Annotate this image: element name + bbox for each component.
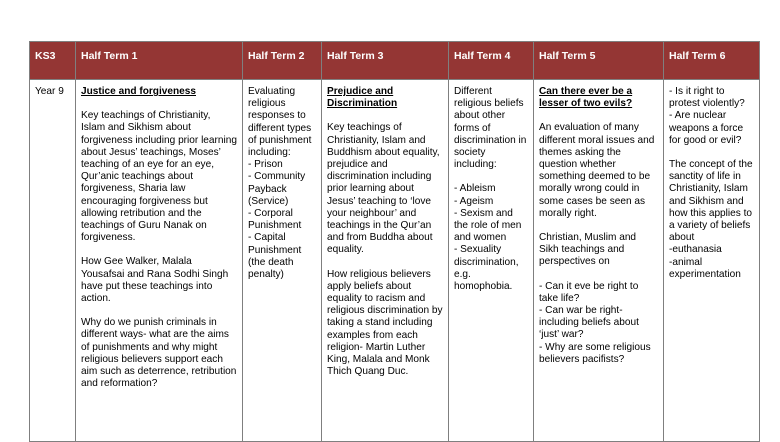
- header-half-term-2: Half Term 2: [243, 42, 322, 80]
- year-label: Year 9: [30, 80, 76, 442]
- ht5-item: - Can war be right- including beliefs about ‘just’ war?: [539, 305, 639, 341]
- ht6-paragraph: The concept of the sanctity of life in Christianity, Islam and Sikhism and how this applies to a variety of beliefs about: [669, 159, 753, 244]
- ht2-item: - Community Payback (Service): [248, 171, 306, 207]
- header-row: [30, 42, 760, 80]
- ht4-item: - Sexism and the role of men and women: [454, 207, 522, 244]
- ht4-cell: [449, 80, 534, 442]
- ht4-item: - Sexuality discrimination, e.g. homophobia.: [454, 244, 519, 293]
- ht1-cell: [76, 80, 243, 442]
- ht2-item: - Corporal Punishment: [248, 208, 302, 232]
- ht3-title: Prejudice and Discrimination: [327, 86, 398, 110]
- year-9-row: [30, 80, 760, 442]
- ht1-paragraph-2: How Gee Walker, Malala Yousafsai and Rana Sodhi Singh have put these teachings into action.: [81, 256, 229, 305]
- ht5-item: - Why are some religious believers pacifists?: [539, 341, 651, 365]
- ht3-cell: [322, 80, 449, 442]
- ht5-cell: [534, 80, 664, 442]
- header-half-term-3: Half Term 3: [322, 42, 449, 80]
- curriculum-table: [29, 41, 760, 442]
- ht5-title: Can there ever be a lesser of two evils?: [539, 86, 633, 110]
- ht4-intro: Different religious beliefs about other forms of discrimination in society including:: [454, 86, 527, 171]
- ht5-item: - Can it eve be right to take life?: [539, 280, 639, 304]
- header-half-term-6: Half Term 6: [664, 42, 760, 80]
- ht6-tail: -euthanasia: [669, 244, 722, 256]
- header-ks3: KS3: [30, 42, 76, 80]
- ht6-item: - Is it right to protest violently?: [669, 86, 745, 110]
- ht1-paragraph-1: Key teachings of Christianity, Islam and Sikhism about forgiveness including prior learning about Jesus’ teachings, Moses’ teaching of an eye for an eye, Qur’anic teachings about forgiveness, Sharia law encouraging forgiveness but allowing retribution and the teachings of Guru Nanak on forgiveness.: [81, 110, 237, 244]
- ht4-item: - Ageism: [454, 195, 494, 207]
- ht5-paragraph-2: Christian, Muslim and Sikh teachings and perspectives on: [539, 232, 637, 268]
- ht2-item: - Capital Punishment (the death penalty): [248, 232, 302, 281]
- ht1-title: Justice and forgiveness: [81, 86, 196, 97]
- ht3-paragraph-2: How religious believers apply beliefs about equality to racism and religious discrimination by taking a stand including examples from each religion- Martin Luther King, Malala and Monk Thich Quang Duc.: [327, 268, 443, 378]
- ht6-item: - Are nuclear weapons a force for good or evil?: [669, 110, 744, 146]
- ht1-paragraph-3: Why do we punish criminals in different ways- what are the aims of punishments and why might religious believers support each aim such as deterrence, retribution and reformation?: [81, 317, 237, 390]
- header-half-term-1: Half Term 1: [76, 42, 243, 80]
- header-half-term-5: Half Term 5: [534, 42, 664, 80]
- ht5-paragraph-1: An evaluation of many different moral issues and themes asking the question whether something deemed to be morally wrong could in some cases be seen as morally right.: [539, 122, 655, 219]
- header-half-term-4: Half Term 4: [449, 42, 534, 80]
- ht6-tail: -animal experimentation: [669, 256, 741, 280]
- ht6-cell: [664, 80, 760, 442]
- ht2-item: - Prison: [248, 159, 283, 171]
- ht3-paragraph-1: Key teachings of Christianity, Islam and Buddhism about equality, prejudice and discrimination including prior learning about Jesus’ teaching to ‘love your neighbour’ and teachings in the Qur’an and from Buddha about equality.: [327, 122, 440, 256]
- ht4-item: - Ableism: [454, 183, 496, 195]
- ht2-intro: Evaluating religious responses to different types of punishment including:: [248, 86, 312, 159]
- ht2-cell: [243, 80, 322, 442]
